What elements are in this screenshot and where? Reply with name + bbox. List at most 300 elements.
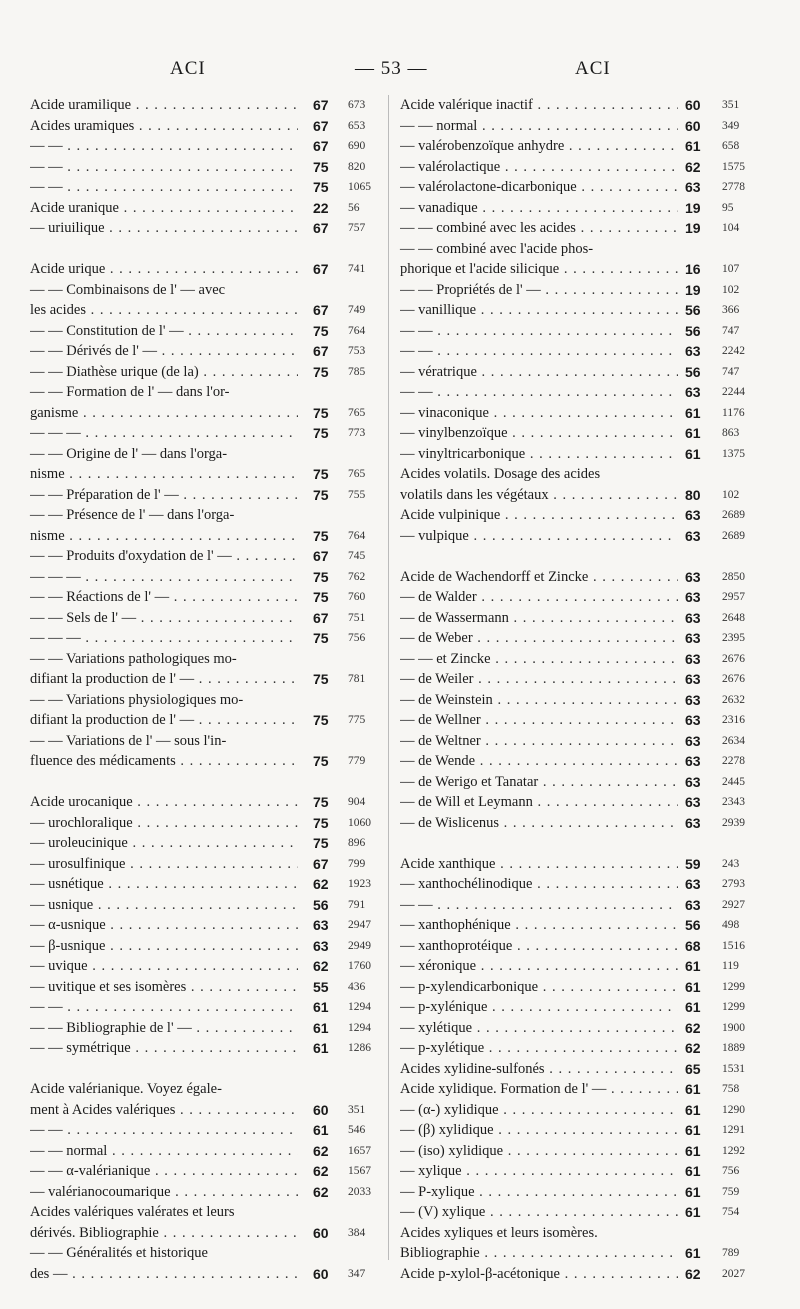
entry-volume: 67 <box>313 548 329 564</box>
entry-page: 1291 <box>722 1124 745 1136</box>
entry-label: — — . . . <box>30 157 298 178</box>
entry-label: — uvique . . . <box>30 956 298 977</box>
entry-label: — — Propriétés de l' — . . . <box>400 280 678 301</box>
entry-volume: 75 <box>313 794 329 810</box>
entry-volume: 75 <box>313 835 329 851</box>
index-entry <box>400 669 770 690</box>
entry-label: — uroleucinique . . . <box>30 833 298 854</box>
entry-page: 2949 <box>348 939 371 952</box>
entry-volume: 75 <box>313 671 329 687</box>
entry-page: 2242 <box>722 345 745 357</box>
entry-volume: 63 <box>685 876 701 892</box>
entry-volume: 67 <box>313 220 329 236</box>
entry-volume: 75 <box>313 486 329 503</box>
index-entry <box>30 1079 378 1120</box>
entry-label: — — Constitution de l' — . . . <box>30 321 298 342</box>
index-entry <box>400 1161 770 1182</box>
entry-volume: 61 <box>685 1204 701 1220</box>
index-entry <box>400 731 770 752</box>
entry-page: 1299 <box>722 1001 745 1013</box>
entry-volume: 75 <box>313 363 329 380</box>
index-entry <box>30 792 378 813</box>
index-entry <box>400 792 770 813</box>
entry-page: 2676 <box>722 652 745 665</box>
entry-volume: 61 <box>685 1081 701 1097</box>
entry-page: 2778 <box>722 181 745 193</box>
entry-page: 2395 <box>722 632 745 644</box>
entry-label: — — Dérivés de l' — . . . <box>30 341 298 362</box>
entry-page: 1290 <box>722 1103 745 1116</box>
index-entry <box>400 321 770 342</box>
entry-label: Acide urocanique . . . <box>30 792 298 813</box>
entry-label: — — . . . <box>400 341 678 362</box>
entry-label: — de Weiler . . . <box>400 669 678 690</box>
entry-volume: 63 <box>685 794 701 810</box>
entry-label: volatils dans les végétaux . . . <box>400 485 678 506</box>
index-entry <box>400 505 770 526</box>
entry-label: — — Sels de l' — . . . <box>30 608 298 629</box>
entry-page: 756 <box>348 632 366 644</box>
entry-label: — — symétrique . . . <box>30 1038 298 1059</box>
entry-volume: 19 <box>685 220 701 236</box>
entry-page: 749 <box>348 304 366 316</box>
entry-label-line1: — — Formation de l' — dans l'or- <box>30 384 230 400</box>
entry-page: 1516 <box>722 939 745 952</box>
entry-volume: 80 <box>685 486 701 503</box>
entry-volume: 63 <box>685 343 701 359</box>
index-entry <box>400 382 770 403</box>
entry-volume: 62 <box>685 158 701 175</box>
index-entry <box>30 485 378 506</box>
entry-page: 820 <box>348 160 366 173</box>
entry-label: — — α-valérianique . . . <box>30 1161 298 1182</box>
entry-volume: 61 <box>685 425 701 441</box>
index-entry <box>400 977 770 998</box>
entry-volume: 63 <box>685 773 701 790</box>
entry-label-line1: Acides xyliques et leurs isomères. <box>400 1224 598 1241</box>
entry-volume: 61 <box>685 1101 701 1118</box>
index-entry <box>30 341 378 362</box>
index-entry <box>30 1120 378 1141</box>
entry-volume: 61 <box>313 1040 329 1056</box>
entry-volume: 62 <box>685 1265 701 1282</box>
page-number: — 53 — <box>355 58 428 79</box>
entry-label: — de Wellner . . . <box>400 710 678 731</box>
index-spacer <box>400 833 770 854</box>
index-entry <box>30 587 378 608</box>
index-entry <box>400 1100 770 1121</box>
entry-label: — — normal . . . <box>400 116 678 137</box>
index-entry <box>400 444 770 465</box>
entry-label: — vulpique . . . <box>400 526 678 547</box>
index-entry <box>400 854 770 875</box>
entry-volume: 56 <box>313 896 329 913</box>
index-entry <box>400 1202 770 1223</box>
entry-page: 896 <box>348 837 366 849</box>
entry-page: 2939 <box>722 816 745 829</box>
entry-volume: 62 <box>313 1163 329 1179</box>
entry-page: 1060 <box>348 816 371 829</box>
index-entry <box>400 997 770 1018</box>
entry-page: 653 <box>348 119 366 132</box>
entry-volume: 61 <box>685 999 701 1015</box>
index-entry <box>400 95 770 116</box>
index-entry <box>30 1018 378 1039</box>
entry-volume: 75 <box>313 630 329 646</box>
entry-label: — urochloralique . . . <box>30 813 298 834</box>
entry-volume: 75 <box>313 425 329 441</box>
entry-label: phorique et l'acide silicique . . . <box>400 259 678 280</box>
entry-page: 1286 <box>348 1042 371 1054</box>
index-entry <box>400 813 770 834</box>
entry-label-line1: — — Généralités et historique <box>30 1245 208 1261</box>
entry-label-line1: Acides volatils. Dosage des acides <box>400 466 601 482</box>
entry-page: 745 <box>348 550 366 562</box>
entry-volume: 67 <box>313 855 329 872</box>
entry-volume: 63 <box>685 384 701 400</box>
index-entry <box>400 751 770 772</box>
index-entry <box>400 1264 770 1285</box>
index-entry <box>30 1243 378 1284</box>
entry-page: 1575 <box>722 160 745 173</box>
index-entry <box>400 874 770 895</box>
entry-volume: 75 <box>313 568 329 585</box>
entry-page: 2957 <box>722 591 745 603</box>
entry-label: — valérolactique . . . <box>400 157 678 178</box>
index-entry <box>400 710 770 731</box>
entry-page: 690 <box>348 140 366 152</box>
index-entry <box>30 731 378 772</box>
entry-page: 775 <box>348 714 366 726</box>
entry-volume: 65 <box>685 1060 701 1077</box>
index-entry <box>30 608 378 629</box>
index-entry <box>30 977 378 998</box>
index-entry <box>30 997 378 1018</box>
entry-page: 347 <box>348 1267 366 1280</box>
entry-label: — — Produits d'oxydation de l' — . . . <box>30 546 298 567</box>
index-entry <box>30 423 378 444</box>
entry-label: — — — . . . <box>30 628 298 649</box>
entry-label: — xanthoprotéique . . . <box>400 936 678 957</box>
entry-page: 546 <box>348 1124 366 1136</box>
entry-volume: 67 <box>313 97 329 113</box>
entry-page: 779 <box>348 755 366 767</box>
entry-page: 2648 <box>722 611 745 624</box>
entry-volume: 60 <box>685 97 701 113</box>
entry-volume: 63 <box>685 753 701 769</box>
entry-volume: 61 <box>685 1163 701 1179</box>
entry-volume: 63 <box>685 568 701 585</box>
entry-label: — xanthochélinodique . . . <box>400 874 678 895</box>
entry-label: Acide urique . . . <box>30 259 298 280</box>
entry-page: 773 <box>348 427 366 439</box>
entry-label: — p-xylendicarbonique . . . <box>400 977 678 998</box>
index-entry <box>30 280 378 321</box>
running-head-left: ACI <box>170 58 206 79</box>
entry-page: 751 <box>348 611 366 624</box>
entry-label: — vanillique . . . <box>400 300 678 321</box>
entry-page: 1176 <box>722 406 745 419</box>
entry-label: — uvitique et ses isomères . . . <box>30 977 298 998</box>
entry-page: 765 <box>348 406 366 419</box>
entry-page: 1657 <box>348 1144 371 1157</box>
entry-label: ganisme . . . <box>30 403 298 424</box>
entry-label: Acide xanthique . . . <box>400 854 678 875</box>
entry-label: — P-xylique . . . <box>400 1182 678 1203</box>
index-entry <box>30 444 378 485</box>
index-entry <box>30 915 378 936</box>
entry-volume: 56 <box>685 322 701 339</box>
index-entry <box>400 1141 770 1162</box>
entry-label: — — — . . . <box>30 423 298 444</box>
entry-page: 2244 <box>722 386 745 398</box>
entry-page: 741 <box>348 263 366 275</box>
index-entry <box>400 587 770 608</box>
entry-label: — (iso) xylidique . . . <box>400 1141 678 1162</box>
entry-page: 1567 <box>348 1165 371 1177</box>
entry-label: — usnique . . . <box>30 895 298 916</box>
entry-volume: 61 <box>685 1245 701 1261</box>
entry-label: — vinylbenzoïque . . . <box>400 423 678 444</box>
entry-page: 1900 <box>722 1021 745 1034</box>
entry-volume: 56 <box>685 917 701 933</box>
entry-label: — uriuilique . . . <box>30 218 298 239</box>
entry-page: 658 <box>722 140 740 152</box>
entry-volume: 16 <box>685 261 701 277</box>
index-entry <box>400 218 770 239</box>
entry-page: 1531 <box>722 1062 745 1075</box>
entry-volume: 62 <box>313 1142 329 1159</box>
entry-page: 1065 <box>348 181 371 193</box>
entry-volume: 63 <box>313 937 329 954</box>
index-entry <box>30 157 378 178</box>
entry-volume: 59 <box>685 855 701 872</box>
entry-label: — urosulfinique . . . <box>30 854 298 875</box>
entry-label-line1: — — combiné avec l'acide phos- <box>400 240 594 257</box>
index-entry <box>400 1120 770 1141</box>
index-entry <box>400 567 770 588</box>
index-entry <box>400 628 770 649</box>
column-divider <box>388 95 389 1260</box>
entry-label: — — combiné avec les acides . . . <box>400 218 678 239</box>
entry-label: Acide p-xylol-β-acétonique . . . <box>400 1264 678 1285</box>
index-entry <box>30 813 378 834</box>
entry-label: — valérobenzoïque anhydre . . . <box>400 136 678 157</box>
entry-label: — p-xylétique . . . <box>400 1038 678 1059</box>
entry-page: 366 <box>722 304 740 316</box>
entry-page: 351 <box>348 1103 366 1116</box>
entry-label: Acide vulpinique . . . <box>400 505 678 526</box>
entry-volume: 63 <box>685 589 701 605</box>
entry-page: 755 <box>348 488 366 501</box>
entry-page: 785 <box>348 365 366 378</box>
entry-page: 349 <box>722 119 740 132</box>
entry-page: 2278 <box>722 755 745 767</box>
entry-label-line1: — — Origine de l' — dans l'orga- <box>30 445 228 462</box>
entry-page: 498 <box>722 919 740 931</box>
index-entry <box>30 567 378 588</box>
entry-page: 102 <box>722 488 740 501</box>
entry-label: — — Bibliographie de l' — . . . <box>30 1018 298 1039</box>
entry-label: Acide valérique inactif . . . <box>400 95 678 116</box>
entry-label: — vératrique . . . <box>400 362 678 383</box>
entry-page: 904 <box>348 796 366 808</box>
entry-volume: 62 <box>313 876 329 892</box>
entry-label: — — . . . <box>30 1120 298 1141</box>
entry-volume: 22 <box>313 199 329 216</box>
entry-label: — — Préparation de l' — . . . <box>30 485 298 506</box>
entry-label: — usnétique . . . <box>30 874 298 895</box>
entry-page: 756 <box>722 1165 740 1177</box>
entry-page: 2927 <box>722 898 745 911</box>
index-entry <box>30 854 378 875</box>
index-entry <box>30 505 378 546</box>
index-entry <box>400 1059 770 1080</box>
entry-volume: 75 <box>313 712 329 728</box>
index-entry <box>30 1038 378 1059</box>
entry-label: — vinaconique . . . <box>400 403 678 424</box>
entry-label: — — . . . <box>30 177 298 198</box>
index-entry <box>30 1161 378 1182</box>
entry-volume: 63 <box>685 650 701 667</box>
entry-volume: 63 <box>313 917 329 933</box>
entry-label: — de Weinstein . . . <box>400 690 678 711</box>
entry-label: — de Wende . . . <box>400 751 678 772</box>
index-entry <box>400 280 770 301</box>
entry-volume: 75 <box>313 158 329 175</box>
entry-volume: 63 <box>685 671 701 687</box>
entry-label: — (β) xylidique . . . <box>400 1120 678 1141</box>
index-entry <box>400 772 770 793</box>
index-entry <box>30 690 378 731</box>
index-entry <box>400 116 770 137</box>
entry-label: — — . . . <box>30 997 298 1018</box>
entry-page: 2033 <box>348 1185 371 1198</box>
entry-volume: 61 <box>685 1142 701 1159</box>
entry-label: ment à Acides valériques . . . <box>30 1100 298 1121</box>
entry-label: — xylique . . . <box>400 1161 678 1182</box>
index-entry <box>30 649 378 690</box>
index-entry <box>30 833 378 854</box>
entry-volume: 61 <box>685 445 701 462</box>
entry-page: 799 <box>348 857 366 870</box>
entry-page: 2947 <box>348 919 371 931</box>
entry-volume: 63 <box>685 179 701 195</box>
entry-volume: 75 <box>313 814 329 831</box>
entry-page: 1889 <box>722 1042 745 1054</box>
entry-label: — de Walder . . . <box>400 587 678 608</box>
index-entry <box>400 1079 770 1100</box>
entry-volume: 68 <box>685 937 701 954</box>
index-column-left <box>30 95 378 1284</box>
index-entry <box>400 956 770 977</box>
entry-label: — vinyltricarbonique . . . <box>400 444 678 465</box>
entry-volume: 67 <box>313 302 329 318</box>
entry-label: nisme . . . <box>30 526 298 547</box>
index-entry <box>30 362 378 383</box>
index-entry <box>30 1141 378 1162</box>
entry-label-line1: Acides valériques valérates et leurs <box>30 1204 235 1220</box>
entry-label: nisme . . . <box>30 464 298 485</box>
entry-page: 747 <box>722 365 740 378</box>
index-entry <box>400 1018 770 1039</box>
entry-page: 760 <box>348 591 366 603</box>
entry-page: 1923 <box>348 878 371 890</box>
entry-page: 764 <box>348 324 366 337</box>
index-entry <box>400 608 770 629</box>
entry-label: — xanthophénique . . . <box>400 915 678 936</box>
entry-page: 758 <box>722 1083 740 1095</box>
index-spacer <box>30 772 378 793</box>
index-entry <box>400 649 770 670</box>
entry-label: — de Wassermann . . . <box>400 608 678 629</box>
entry-page: 759 <box>722 1185 740 1198</box>
index-entry <box>30 1182 378 1203</box>
entry-volume: 61 <box>685 404 701 421</box>
entry-volume: 67 <box>313 138 329 154</box>
index-entry <box>400 157 770 178</box>
index-entry <box>400 423 770 444</box>
entry-label: — de Will et Leymann . . . <box>400 792 678 813</box>
index-entry <box>400 403 770 424</box>
entry-volume: 61 <box>685 1183 701 1200</box>
running-head-right: ACI <box>575 58 611 79</box>
entry-page: 2445 <box>722 775 745 788</box>
entry-volume: 67 <box>313 261 329 277</box>
index-entry <box>30 218 378 239</box>
entry-page: 2689 <box>722 529 745 542</box>
entry-page: 673 <box>348 99 366 111</box>
entry-label: — — . . . <box>400 382 678 403</box>
entry-label-line1: — — Variations pathologiques mo- <box>30 650 237 667</box>
entry-page: 2316 <box>722 714 745 726</box>
entry-label: — xéronique . . . <box>400 956 678 977</box>
entry-label: des — . . . <box>30 1264 298 1285</box>
index-entry <box>30 874 378 895</box>
entry-page: 351 <box>722 99 740 111</box>
index-entry <box>400 915 770 936</box>
entry-page: 119 <box>722 960 739 972</box>
index-entry <box>30 382 378 423</box>
index-entry <box>30 936 378 957</box>
entry-label: — β-usnique . . . <box>30 936 298 957</box>
entry-volume: 56 <box>685 302 701 318</box>
index-entry <box>30 259 378 280</box>
entry-label: — vanadique . . . <box>400 198 678 219</box>
entry-page: 56 <box>348 201 360 214</box>
entry-label: Acide uramilique . . . <box>30 95 298 116</box>
entry-label: Acide xylidique. Formation de l' — . . . <box>400 1079 678 1100</box>
index-entry <box>30 116 378 137</box>
index-entry <box>400 198 770 219</box>
entry-volume: 62 <box>685 1019 701 1036</box>
entry-label: — valérianocoumarique . . . <box>30 1182 298 1203</box>
entry-volume: 62 <box>313 958 329 974</box>
entry-volume: 63 <box>685 896 701 913</box>
entry-page: 863 <box>722 427 740 439</box>
entry-page: 765 <box>348 468 366 480</box>
entry-volume: 19 <box>685 281 701 298</box>
entry-volume: 75 <box>313 466 329 482</box>
entry-volume: 61 <box>313 1019 329 1036</box>
entry-label: difiant la production de l' — . . . <box>30 669 298 690</box>
index-entry <box>400 341 770 362</box>
entry-label: — — — . . . <box>30 567 298 588</box>
index-entry <box>400 1038 770 1059</box>
entry-page: 384 <box>348 1226 366 1239</box>
entry-page: 1760 <box>348 960 371 972</box>
entry-volume: 63 <box>685 814 701 831</box>
